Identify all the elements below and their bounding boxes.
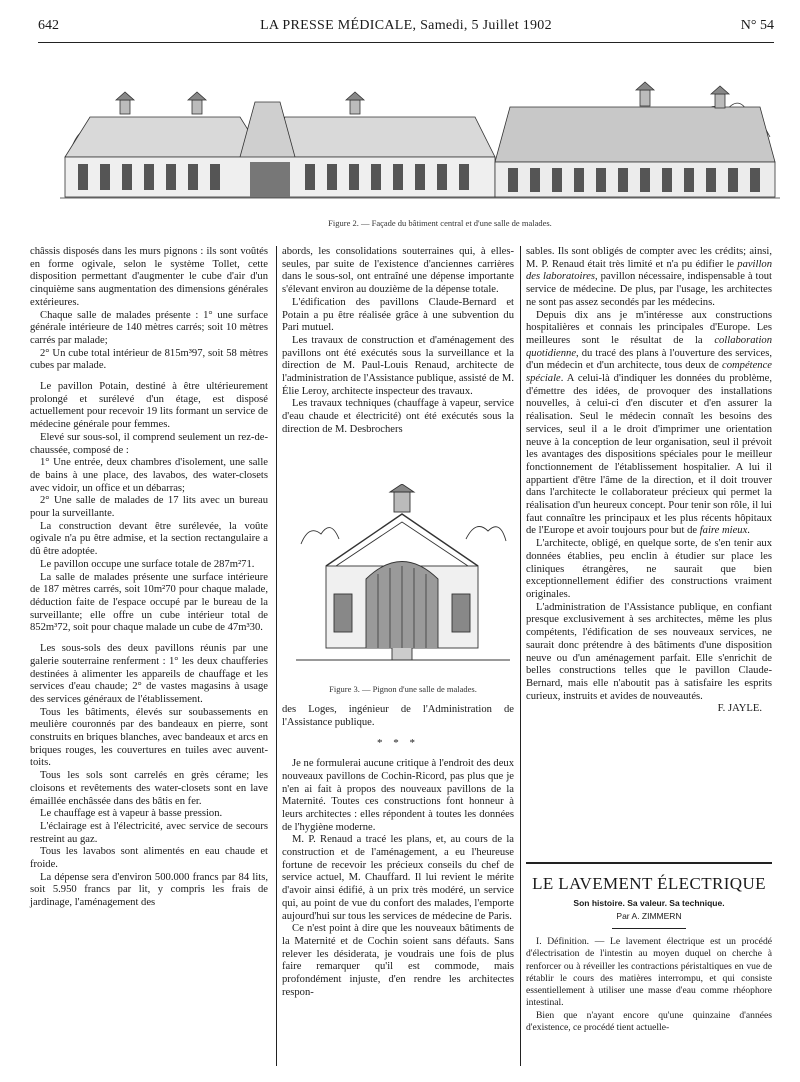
paragraph: La salle de malades présente une surface intérieure de 187 mètres carrés, soit 10m²70 pour chaque malade, déduction faite de l'espace occupé par le bureau de la surveillante; elle offre un cube intérieur total de 852m³72, soit pour chaque malade un cube de 47m³30. [30, 571, 268, 634]
paragraph: Les travaux de construction et d'aménagement des pavillons ont été exécutés sous la surveillance et la direction de M. Paul-Louis Renaud, architecte de l'administration de l'Assistance publique, assisté de M. Élie Leroy, architecte inspecteur des travaux. [282, 334, 514, 397]
column-1 [30, 246, 268, 910]
paragraph: châssis disposés dans les murs pignons : ils sont voûtés en forme ogivale, selon le système Tollet, cette disposition permettant d'augmenter le cube d'air d'un cinquième sans augmentation des dimensions générales extérieures. [30, 246, 268, 308]
paragraph: Chaque salle de malades présente : 1° une surface générale intérieure de 140 mètres carrés; soit 10 mètres carrés par malade; [30, 309, 268, 346]
journal-title: LA PRESSE MÉDICALE, Samedi, 5 Juillet 1902 [260, 18, 552, 33]
paragraph: La construction devant être surélevée, la voûte ogivale n'a pu être admise, et la section rectangulaire a dû être adoptée. [30, 520, 268, 558]
gable-illustration [296, 484, 510, 674]
article-rule [612, 928, 686, 929]
page-header [38, 18, 774, 38]
section-separator: * * * [377, 737, 419, 750]
column-2 [282, 246, 514, 437]
paragraph: 2° Un cube total intérieur de 815m³97, soit 58 mètres cubes par malade. [30, 347, 268, 372]
article-body [526, 936, 772, 1034]
paragraph: Tous les lavabos sont alimentés en eau chaude et froide. [30, 846, 268, 871]
paragraph: Elevé sur sous-sol, il comprend seulement un rez-de-chaussée, composé de : [30, 431, 268, 456]
article-divider [526, 862, 772, 864]
column-2-continued [282, 704, 514, 999]
paragraph: L'administration de l'Assistance publique, en confiant presque exclusivement à ses architectes, même les plus compétents, l'édification de ses nouveaux services, ne saurait donc prétendre à des bâtiments d'une disposition neuve ou d'un aménagement parfait. Elle s'enrichit de belles constructions telles que le pavillon Claude-Bernard, mais elle n'aboutit pas à satisfaire les esprits curieux, instruits et avides de nouveautés. [526, 601, 772, 702]
article-title: LE LAVEMENT ÉLECTRIQUE [532, 874, 766, 893]
paragraph: Le pavillon occupe une surface totale de 287m²71. [40, 558, 255, 570]
article-author: Par A. ZIMMERN [616, 911, 682, 921]
paragraph: abords, les consolidations souterraines qui, à elles-seules, par suite de l'existence d'anciennes carrières dans le sous-sol, ont entraîné une dépense importante s'élevant environ au douzième de la dépense totale. [282, 246, 514, 296]
paragraph: Tous les sols sont carrelés en grès cérame; les cloisons et revêtements des water-closets sont en lave émaillée enchâssée dans des bâtis en fer. [30, 770, 268, 807]
paragraph: Les travaux techniques (chauffage à vapeur, service d'eau chaude et électricité) ont été exécutés sous la direction de M. Desbrochers [282, 398, 514, 435]
paragraph: L'édification des pavillons Claude-Bernard et Potain a pu être réalisée grâce à une subvention du Pari mutuel. [282, 296, 514, 334]
author-signature: F. JAYLE. [717, 703, 762, 715]
paragraph: La dépense sera d'environ 500.000 francs par 84 lits, soit 5.950 francs par lit, y compris les frais de jardinage, l'aménagement des [30, 871, 268, 909]
column-rule [276, 246, 277, 1066]
paragraph: I. Définition. — Le lavement électrique est un procédé d'électrisation de l'intestin au moyen duquel on cherche à renforcer ou à réveiller les contractions péristaltiques en vue de rétablir le cours des matières interrompu, et qui consiste essentiellement à utiliser une masse d'eau comme rhéophore intestinal. [526, 936, 772, 1009]
paragraph: M. P. Renaud a tracé les plans, et, au cours de la construction et de l'aménagement, a eu l'heureuse fortune de recevoir les précieux conseils du chef de service actuel, M. Chauffard. Il lui revient le mérite d'avoir ainsi édifié, à un prix très modéré, un service qui, au point de vue du confort des malades, l'emporte aujourd'hui sur tous les services de médecine de Paris. [282, 834, 514, 922]
figure-2-caption: Figure 2. — Façade du bâtiment central et d'une salle de malades. [328, 218, 552, 228]
article-subtitle: Son histoire. Sa valeur. Sa technique. [573, 898, 725, 908]
figure-3-caption: Figure 3. — Pignon d'une salle de malades. [329, 684, 477, 694]
paragraph: 1° Une entrée, deux chambres d'isolement, une salle de bains à une place, des lavabos, des water-closets avec vidoir, un office et un débarras; [30, 457, 268, 494]
paragraph: Bien que n'ayant encore qu'une quinzaine d'années d'existence, ce procédé tient actuelle- [526, 1009, 772, 1034]
paragraph: Depuis dix ans je m'intéresse aux constructions hospitalières et connais les principales d'Europe. Les meilleures sont le résultat de la collaboration quotidienne, du tracé des plans à l'ouverture des services, d'un médecin et d'un architecte, tous deux de compétence spéciale. A celui-là d'indiquer les données du problème, d'émettre des idées, de provoquer des installations nouvelles, à celui-ci d'en discuter et d'en assurer la réalisation. Seul le médecin connaît les besoins des services, seul il a le droit d'imprimer une orientation neuve à la conception de leur organisation, seul il prévoit les avantages des dispositions spéciales pour le meilleur fonctionnement de l'établissement hospitalier. A lui il appartient d'être l'âme de la direction, et il doit trouver dans l'architecte le collaborateur précieux qui permet la réalisation d'un heureux concept. Pour tenir son rôle, il lui faut connaître les principaux et les plus récents hôpitaux de l'Europe et avoir toujours pour but de faire mieux. [526, 309, 772, 537]
header-rule [38, 42, 774, 43]
page-number: 642 [38, 18, 59, 33]
issue-number: N° 54 [740, 18, 774, 33]
paragraph: sables. Ils sont obligés de compter avec les crédits; ainsi, M. P. Renaud était très limité et n'a pu édifier le pavillon des laboratoires, pavillon nécessaire, indispensable à tout service de médecine. De plus, par l'usage, les architectes ne sont pas assez secondés par les médecins. [526, 246, 772, 308]
paragraph: Le pavillon Potain, destiné à être ultérieurement prolongé et surélevé d'un étage, est disposé actuellement pour recevoir 19 lits formant un service de médecine générale pour femmes. [30, 381, 268, 431]
paragraph: Le chauffage est à vapeur à basse pression. [40, 808, 223, 820]
column-rule [520, 246, 521, 1066]
paragraph: L'architecte, obligé, en quelque sorte, de s'en tenir aux données établies, peu enclin à étudier sur place les cliniques étrangères, ne saurait que bien exceptionnellement édifier des constructions vraiment originales. [526, 538, 772, 600]
paragraph: 2° Une salle de malades de 17 lits avec un bureau pour la surveillante. [30, 495, 268, 520]
paragraph: Je ne formulerai aucune critique à l'endroit des deux nouveaux pavillons de Cochin-Ricord, pas plus que je n'en ai fait à propos des nouveaux pavillons de la Maternité. Toutes ces constructions font honneur à leurs architectes : elles répondent à toutes les données de l'hygiène moderne. [282, 758, 514, 833]
paragraph: Les sous-sols des deux pavillons réunis par une galerie souterraine renferment : 1° les deux chaufferies destinées à alimenter les appareils de chauffage et les services d'eau chaude; 2° de vastes magasins à usage des services généraux de l'établissement. [30, 643, 268, 705]
facade-illustration [60, 62, 780, 210]
paragraph: des Loges, ingénieur de l'Administration de l'Assistance publique. [282, 704, 514, 728]
column-3 [526, 246, 772, 716]
paragraph: L'éclairage est à l'électricité, avec service de secours restreint au gaz. [30, 820, 268, 845]
paragraph: Tous les bâtiments, élevés sur soubassements en meulière couronnés par des bandeaux en pierre, sont construits en briques blanches, avec bandeaux et arcs en briques rouges, les couvertures en tuiles avec auvent-toits. [30, 706, 268, 769]
paragraph: Ce n'est point à dire que les nouveaux bâtiments de la Maternité et de Cochin soient sans défauts. Sans relever les désiderata, je voudrais une fois de plus faire remarquer qu'il est commode, mais profondément injuste, d'en rendre les architectes respon- [282, 923, 514, 998]
